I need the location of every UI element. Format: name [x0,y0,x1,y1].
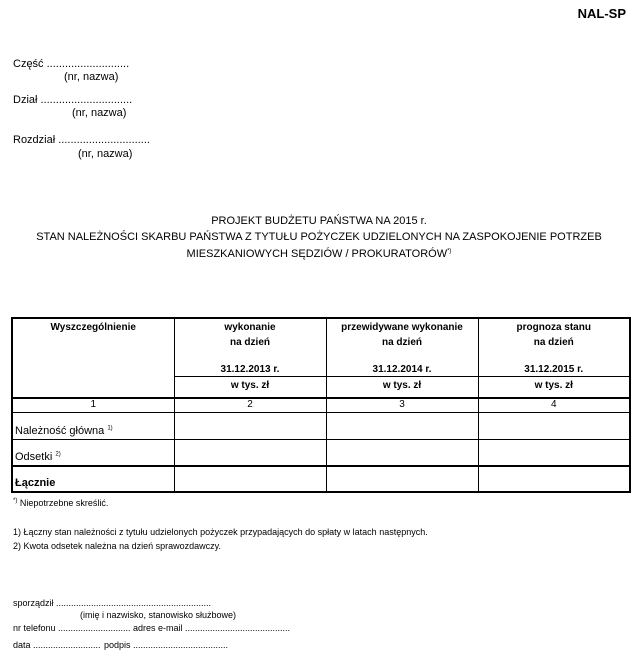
field-dzial: Dział .............................. [13,94,133,106]
cell-naleznosc-2015[interactable] [478,412,630,439]
col-number-3: 3 [326,398,478,412]
col-number-4: 4 [478,398,630,412]
form-code: NAL-SP [577,6,626,21]
header-col-2013: wykonanie na dzień 31.12.2013 r. w tys. zł [174,318,326,398]
row-label-naleznosc: Należność główna $^{1)}$ [12,412,174,439]
header-wyszczegolnienie: Wyszczególnienie [12,318,174,398]
cell-odsetki-2015[interactable] [478,439,630,466]
title-line2: STAN NALEŻNOŚCI SKARBU PAŃSTWA Z TYTUŁU POŻYCZEK UDZIELONYCH NA ZASPOKOJENIE POTRZEB [36,231,602,243]
field-czesc-sub: (nr, nazwa) [64,71,119,83]
sporzadzil-field: sporządził .............................................................. [13,598,212,608]
cell-lacznie-2015[interactable] [478,466,630,492]
footnote-2: 2) Kwota odsetek należna na dzień sprawozdawczy. [13,541,221,551]
field-czesc: Część ........................... [13,58,130,70]
title-line1: PROJEKT BUDŻETU PAŃSTWA NA 2015 r. [211,215,427,227]
field-rozdzial: Rozdział .............................. [13,134,150,146]
header-col-2015: prognoza stanu na dzień 31.12.2015 r. w tys. zł [478,318,630,398]
cell-lacznie-2013[interactable] [174,466,326,492]
cell-odsetki-2013[interactable] [174,439,326,466]
cell-odsetki-2014[interactable] [326,439,478,466]
cell-naleznosc-2014[interactable] [326,412,478,439]
col-number-2: 2 [174,398,326,412]
field-rozdzial-sub: (nr, nazwa) [78,148,133,160]
footnote-star: *) Niepotrzebne skreślić. [13,498,109,508]
field-dzial-sub: (nr, nazwa) [72,107,127,119]
phone-field: nr telefonu ............................. [13,623,131,633]
signature-field: podpis ...................................... [104,640,229,650]
col-number-1: 1 [12,398,174,412]
date-field: data ........................... [13,640,101,650]
header-col-2014: przewidywane wykonanie na dzień 31.12.2014 r. w tys. zł [326,318,478,398]
row-label-lacznie: Łącznie [12,466,174,492]
title-line3: MIESZKANIOWYCH SĘDZIÓW / PROKURATORÓW*) [186,248,452,260]
sporzadzil-sub: (imię i nazwisko, stanowisko służbowe) [80,610,237,620]
cell-lacznie-2014[interactable] [326,466,478,492]
data-table [11,317,631,493]
row-label-odsetki: Odsetki $^{2)}$ [12,439,174,466]
cell-naleznosc-2013[interactable] [174,412,326,439]
email-field: adres e-mail .......................................... [133,623,291,633]
footnote-1: 1) Łączny stan należności z tytułu udzielonych pożyczek przypadających do spłaty w latach następnych. [13,527,428,537]
